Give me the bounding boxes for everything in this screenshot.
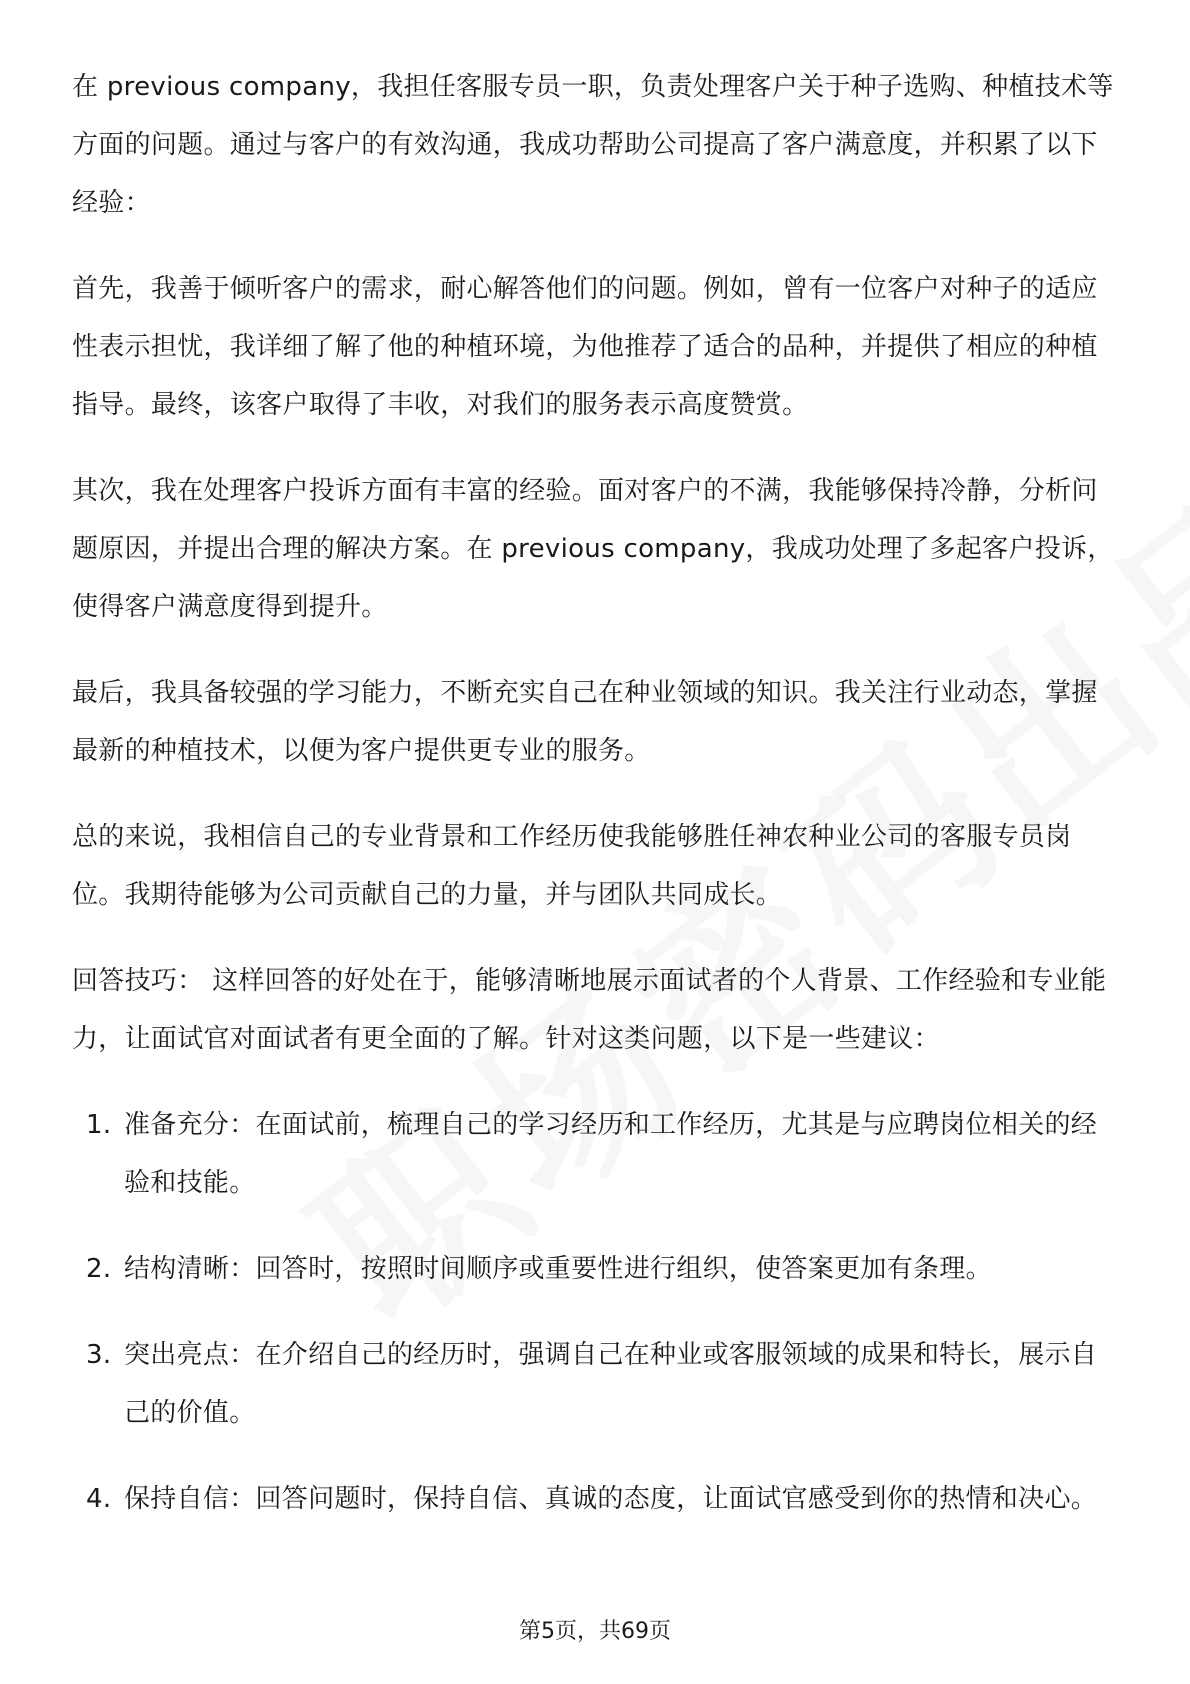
list-item-number: 4. bbox=[86, 1484, 112, 1514]
list-item bbox=[72, 1326, 1122, 1442]
list-item-number: 3. bbox=[86, 1340, 112, 1370]
paragraph-summary: 总的来说，我相信自己的专业背景和工作经历使我能够胜任神农种业公司的客服专员岗位。我期待能够为公司贡献自己的力量，并与团队共同成长。 bbox=[72, 822, 1072, 910]
list-item-text: 保持自信：回答问题时，保持自信、真诚的态度，让面试官感受到你的热情和决心。 bbox=[124, 1484, 1098, 1514]
paragraph-answer-tips: 回答技巧： 这样回答的好处在于，能够清晰地展示面试者的个人背景、工作经验和专业能力，让面试官对面试者有更全面的了解。针对这类问题，以下是一些建议： bbox=[72, 966, 1107, 1054]
tips-list bbox=[72, 1096, 1122, 1528]
paragraph-intro: 在 previous company，我担任客服专员一职，负责处理客户关于种子选购、种植技术等方面的问题。通过与客户的有效沟通，我成功帮助公司提高了客户满意度，并积累了以下经验： bbox=[72, 72, 1114, 218]
paragraph-second-point: 其次，我在处理客户投诉方面有丰富的经验。面对客户的不满，我能够保持冷静，分析问题原因，并提出合理的解决方案。在 previous company，我成功处理了多起客户投诉，使得客户满意度得到提升。 bbox=[72, 476, 1114, 622]
paragraph-third-point: 最后，我具备较强的学习能力，不断充实自己在种业领域的知识。我关注行业动态，掌握最新的种植技术，以便为客户提供更专业的服务。 bbox=[72, 678, 1098, 766]
list-item-number: 2. bbox=[86, 1254, 112, 1284]
list-item-text: 突出亮点：在介绍自己的经历时，强调自己在种业或客服领域的成果和特长，展示自己的价值。 bbox=[124, 1340, 1098, 1428]
list-item bbox=[72, 1470, 1122, 1528]
list-item-number: 1. bbox=[86, 1110, 112, 1140]
list-item bbox=[72, 1240, 1122, 1298]
document-body bbox=[72, 58, 1122, 1556]
page-number-footer: 第5页，共69页 bbox=[519, 1619, 671, 1644]
list-item-text: 准备充分：在面试前，梳理自己的学习经历和工作经历，尤其是与应聘岗位相关的经验和技能。 bbox=[124, 1110, 1098, 1198]
list-item-text: 结构清晰：回答时，按照时间顺序或重要性进行组织，使答案更加有条理。 bbox=[124, 1254, 992, 1284]
list-item bbox=[72, 1096, 1122, 1212]
paragraph-first-point: 首先，我善于倾听客户的需求，耐心解答他们的问题。例如，曾有一位客户对种子的适应性表示担忧，我详细了解了他的种植环境，为他推荐了适合的品种，并提供了相应的种植指导。最终，该客户取得了丰收，对我们的服务表示高度赞赏。 bbox=[72, 274, 1098, 420]
